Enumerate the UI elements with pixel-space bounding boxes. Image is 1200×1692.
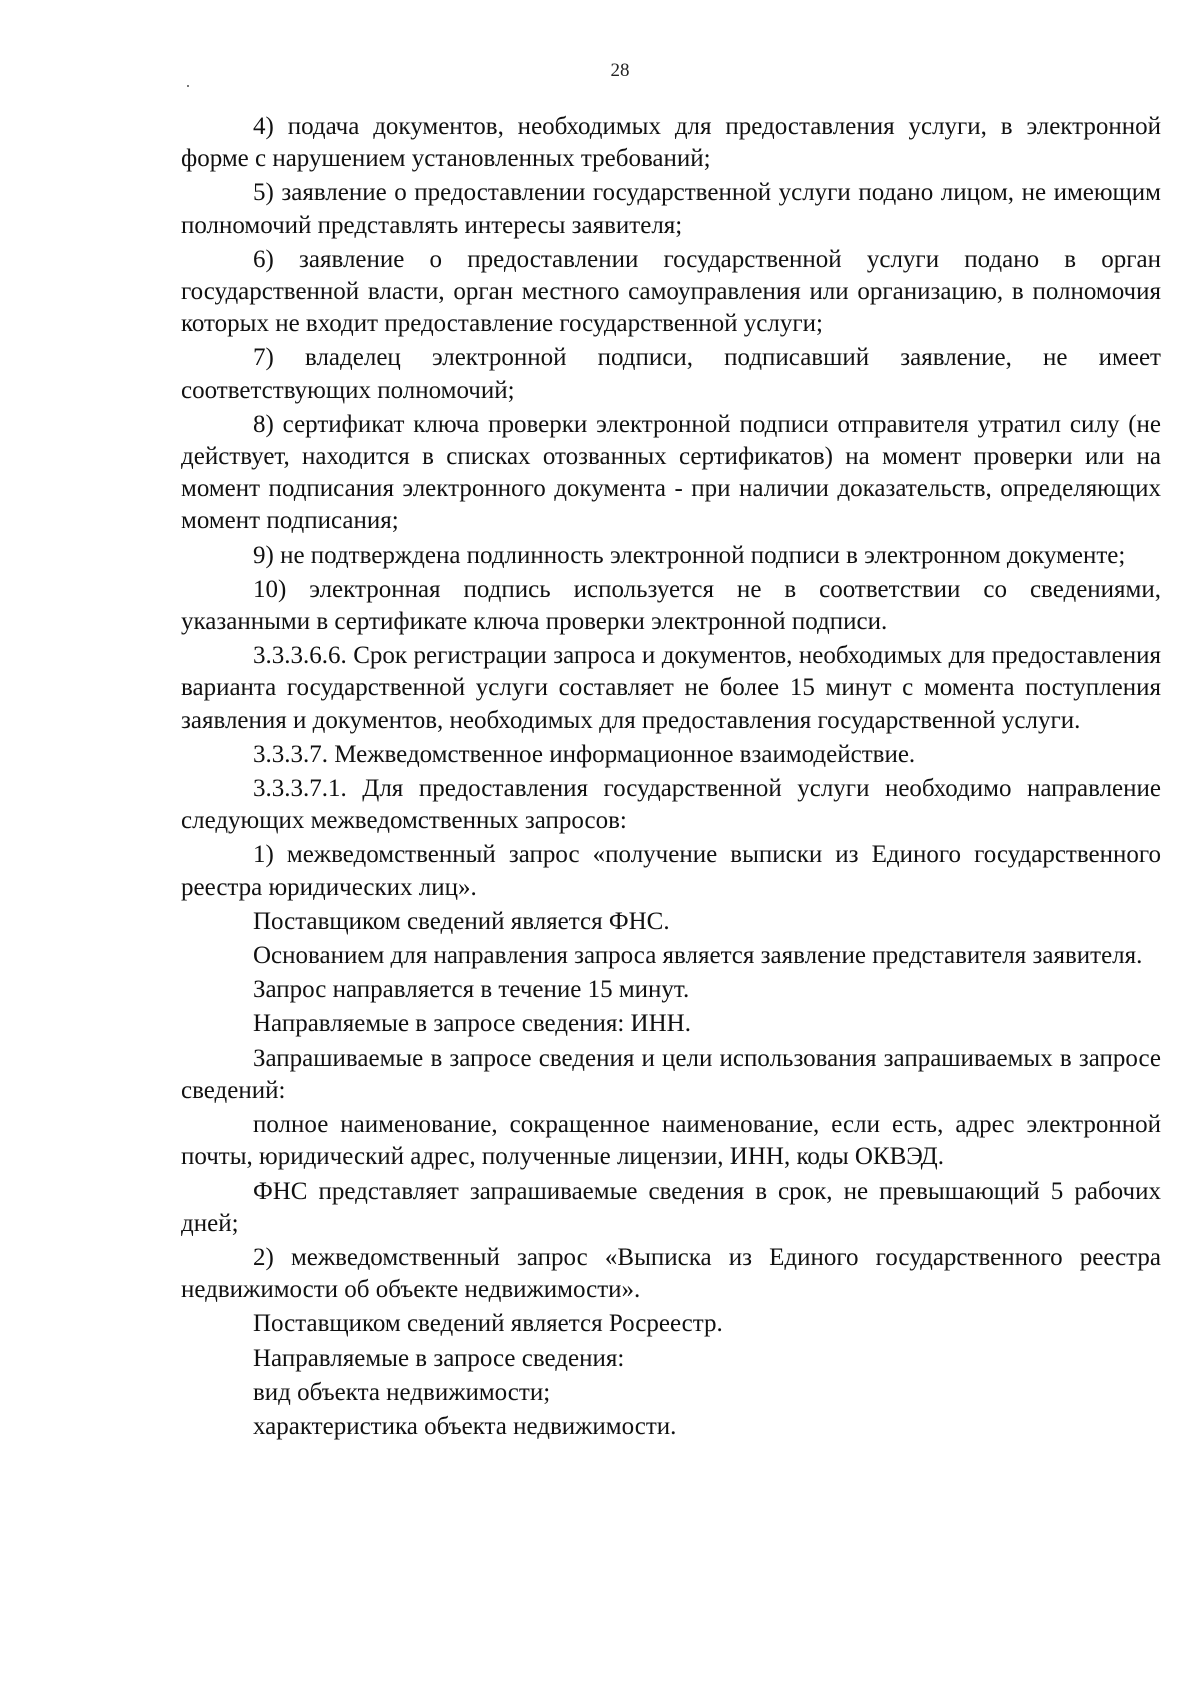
paragraph-request-term: Запрос направляется в течение 15 минут. bbox=[253, 976, 690, 1004]
page-number: 28 bbox=[610, 60, 630, 81]
paragraph-supplier-fns: Поставщиком сведений является ФНС. bbox=[253, 907, 670, 935]
paragraph-item-4: 4) подача документов, необходимых для предоставления услуги, в электронной форме с нарушением установленных требований; bbox=[181, 113, 1161, 173]
paragraph-sent-data-2: Направляемые в запросе сведения: bbox=[253, 1344, 625, 1372]
paragraph-request-2: 2) межведомственный запрос «Выписка из Единого государственного реестра недвижимости об объекте недвижимости». bbox=[181, 1243, 1161, 1304]
paragraph-object-characteristic: характеристика объекта недвижимости. bbox=[253, 1412, 677, 1440]
document-body bbox=[181, 111, 1161, 1445]
paragraph-data-list: полное наименование, сокращенное наименование, если есть, адрес электронной почты, юридический адрес, полученные лицензии, ИНН, коды ОКВЭД. bbox=[181, 1111, 1161, 1171]
paragraph-item-7: 7) владелец электронной подписи, подписавший заявление, не имеет соответствующих полномочий; bbox=[181, 344, 1161, 404]
paragraph-object-type: вид объекта недвижимости; bbox=[253, 1378, 551, 1406]
paragraph-3-3-3-7: 3.3.3.7. Межведомственное информационное взаимодействие. bbox=[253, 740, 916, 768]
paragraph-item-8: 8) сертификат ключа проверки электронной подписи отправителя утратил силу (не действует, находится в списках отозванных сертификатов) на момент проверки или на момент подписания электронного документа - при наличии доказательств, определяющих момент подписания; bbox=[181, 410, 1161, 535]
paragraph-3-3-3-7-1: 3.3.3.7.1. Для предоставления государственной услуги необходимо направление следующих межведомственных запросов: bbox=[181, 775, 1161, 835]
paragraph-fns-term: ФНС представляет запрашиваемые сведения в срок, не превышающий 5 рабочих дней; bbox=[181, 1177, 1161, 1237]
paragraph-3-3-3-6-6: 3.3.3.6.6. Срок регистрации запроса и документов, необходимых для предоставления варианта государственной услуги составляет не более 15 минут с момента поступления заявления и документов, необходимых для предоставления государственной услуги. bbox=[181, 642, 1161, 734]
scan-artifact bbox=[187, 85, 189, 87]
paragraph-item-9: 9) не подтверждена подлинность электронной подписи в электронном документе; bbox=[253, 541, 1126, 569]
paragraph-request-1: 1) межведомственный запрос «получение выписки из Единого государственного реестра юридических лиц». bbox=[181, 841, 1161, 901]
paragraph-requested-data: Запрашиваемые в запросе сведения и цели использования запрашиваемых в запросе сведений: bbox=[181, 1044, 1161, 1104]
paragraph-item-6: 6) заявление о предоставлении государственной услуги подано в орган государственной власти, орган местного самоуправления или организацию, в полномочия которых не входит предоставление государственной услуги; bbox=[181, 245, 1161, 338]
paragraph-supplier-rosreestr: Поставщиком сведений является Росреестр. bbox=[253, 1310, 723, 1338]
paragraph-sent-data: Направляемые в запросе сведения: ИНН. bbox=[253, 1010, 691, 1038]
paragraph-item-5: 5) заявление о предоставлении государственной услуги подано лицом, не имеющим полномочий представлять интересы заявителя; bbox=[181, 179, 1161, 239]
paragraph-item-10: 10) электронная подпись используется не в соответствии со сведениями, указанными в сертификате ключа проверки электронной подписи. bbox=[181, 575, 1161, 636]
paragraph-basis: Основанием для направления запроса является заявление представителя заявителя. bbox=[253, 942, 1143, 970]
